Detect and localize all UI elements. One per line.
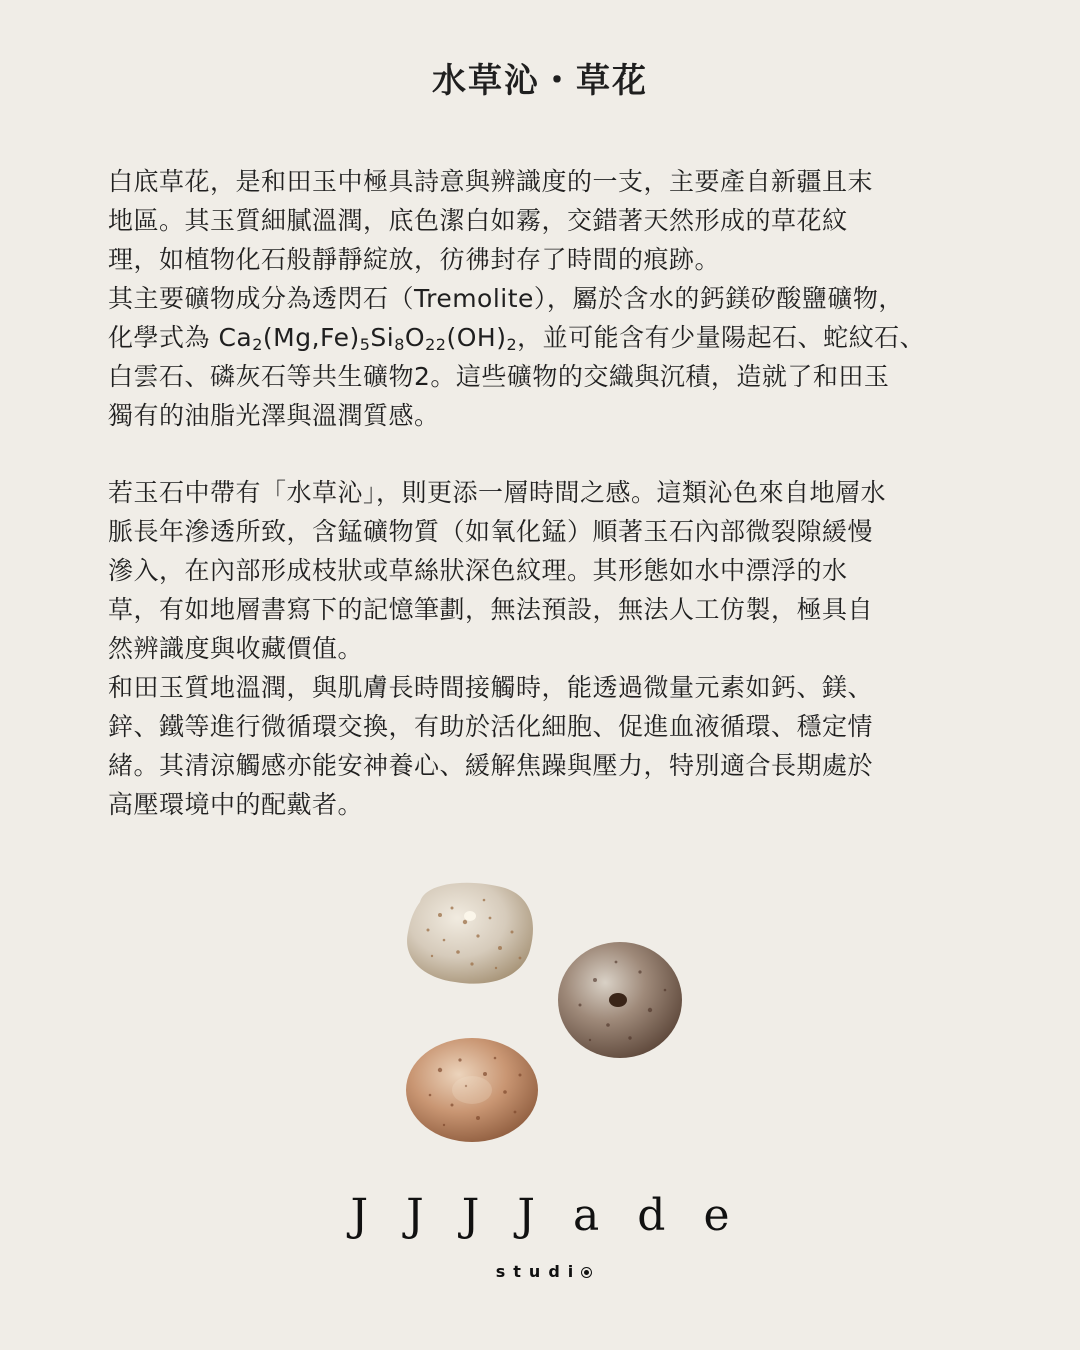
chemical-formula-line: 化學式為 $Ca_2(Mg,Fe)_5Si_8O_{22}(OH)_2$，並可能含有少量陽起石、蛇紋石、	[108, 323, 926, 354]
text-line: 高壓環境中的配戴者。	[108, 790, 364, 819]
text-line: 若玉石中帶有「水草沁」，則更添一層時間之感。這類沁色來自地層水	[108, 478, 887, 507]
text-line: 獨有的油脂光澤與溫潤質感。	[108, 401, 440, 430]
bead-amber	[406, 1038, 538, 1142]
studio-circle-icon	[581, 1267, 592, 1278]
text-line: 理，如植物化石般靜靜綻放，彷彿封存了時間的痕跡。	[108, 245, 721, 274]
brand-tagline: studi	[0, 1262, 1080, 1282]
text-line: 脈長年滲透所致，含錳礦物質（如氧化錳）順著玉石內部微裂隙緩慢	[108, 517, 874, 546]
page-title: 水草沁・草花	[432, 61, 648, 101]
text-line: 緒。其清涼觸感亦能安神養心、緩解焦躁與壓力，特別適合長期處於	[108, 751, 874, 780]
text-line: 鋅、鐵等進行微循環交換，有助於活化細胞、促進血液循環、穩定情	[108, 712, 874, 741]
text-line: 白雲石、磷灰石等共生礦物2。這些礦物的交織與沉積，造就了和田玉	[108, 362, 890, 391]
text-line: 然辨識度與收藏價值。	[108, 634, 364, 663]
bead-white	[407, 883, 533, 984]
text-line: 和田玉質地溫潤，與肌膚長時間接觸時，能透過微量元素如鈣、鎂、	[108, 673, 874, 702]
paragraph-water-grass	[108, 473, 988, 824]
text-line: 白底草花，是和田玉中極具詩意與辨識度的一支，主要產自新疆且末	[108, 167, 874, 196]
brand-logo: JJJJade	[350, 1190, 768, 1241]
text-line: 滲入，在內部形成枝狀或草絲狀深色紋理。其形態如水中漂浮的水	[108, 556, 848, 585]
jade-beads-image	[380, 860, 720, 1160]
text-line: 地區。其玉質細膩溫潤，底色潔白如霧，交錯著天然形成的草花紋	[108, 206, 848, 235]
bead-grey	[558, 942, 682, 1058]
text-line: 草，有如地層書寫下的記憶筆劃，無法預設，無法人工仿製，極具自	[108, 595, 874, 624]
paragraph-description	[108, 162, 988, 435]
text-line: 其主要礦物成分為透閃石（Tremolite），屬於含水的鈣鎂矽酸鹽礦物，	[108, 284, 904, 313]
